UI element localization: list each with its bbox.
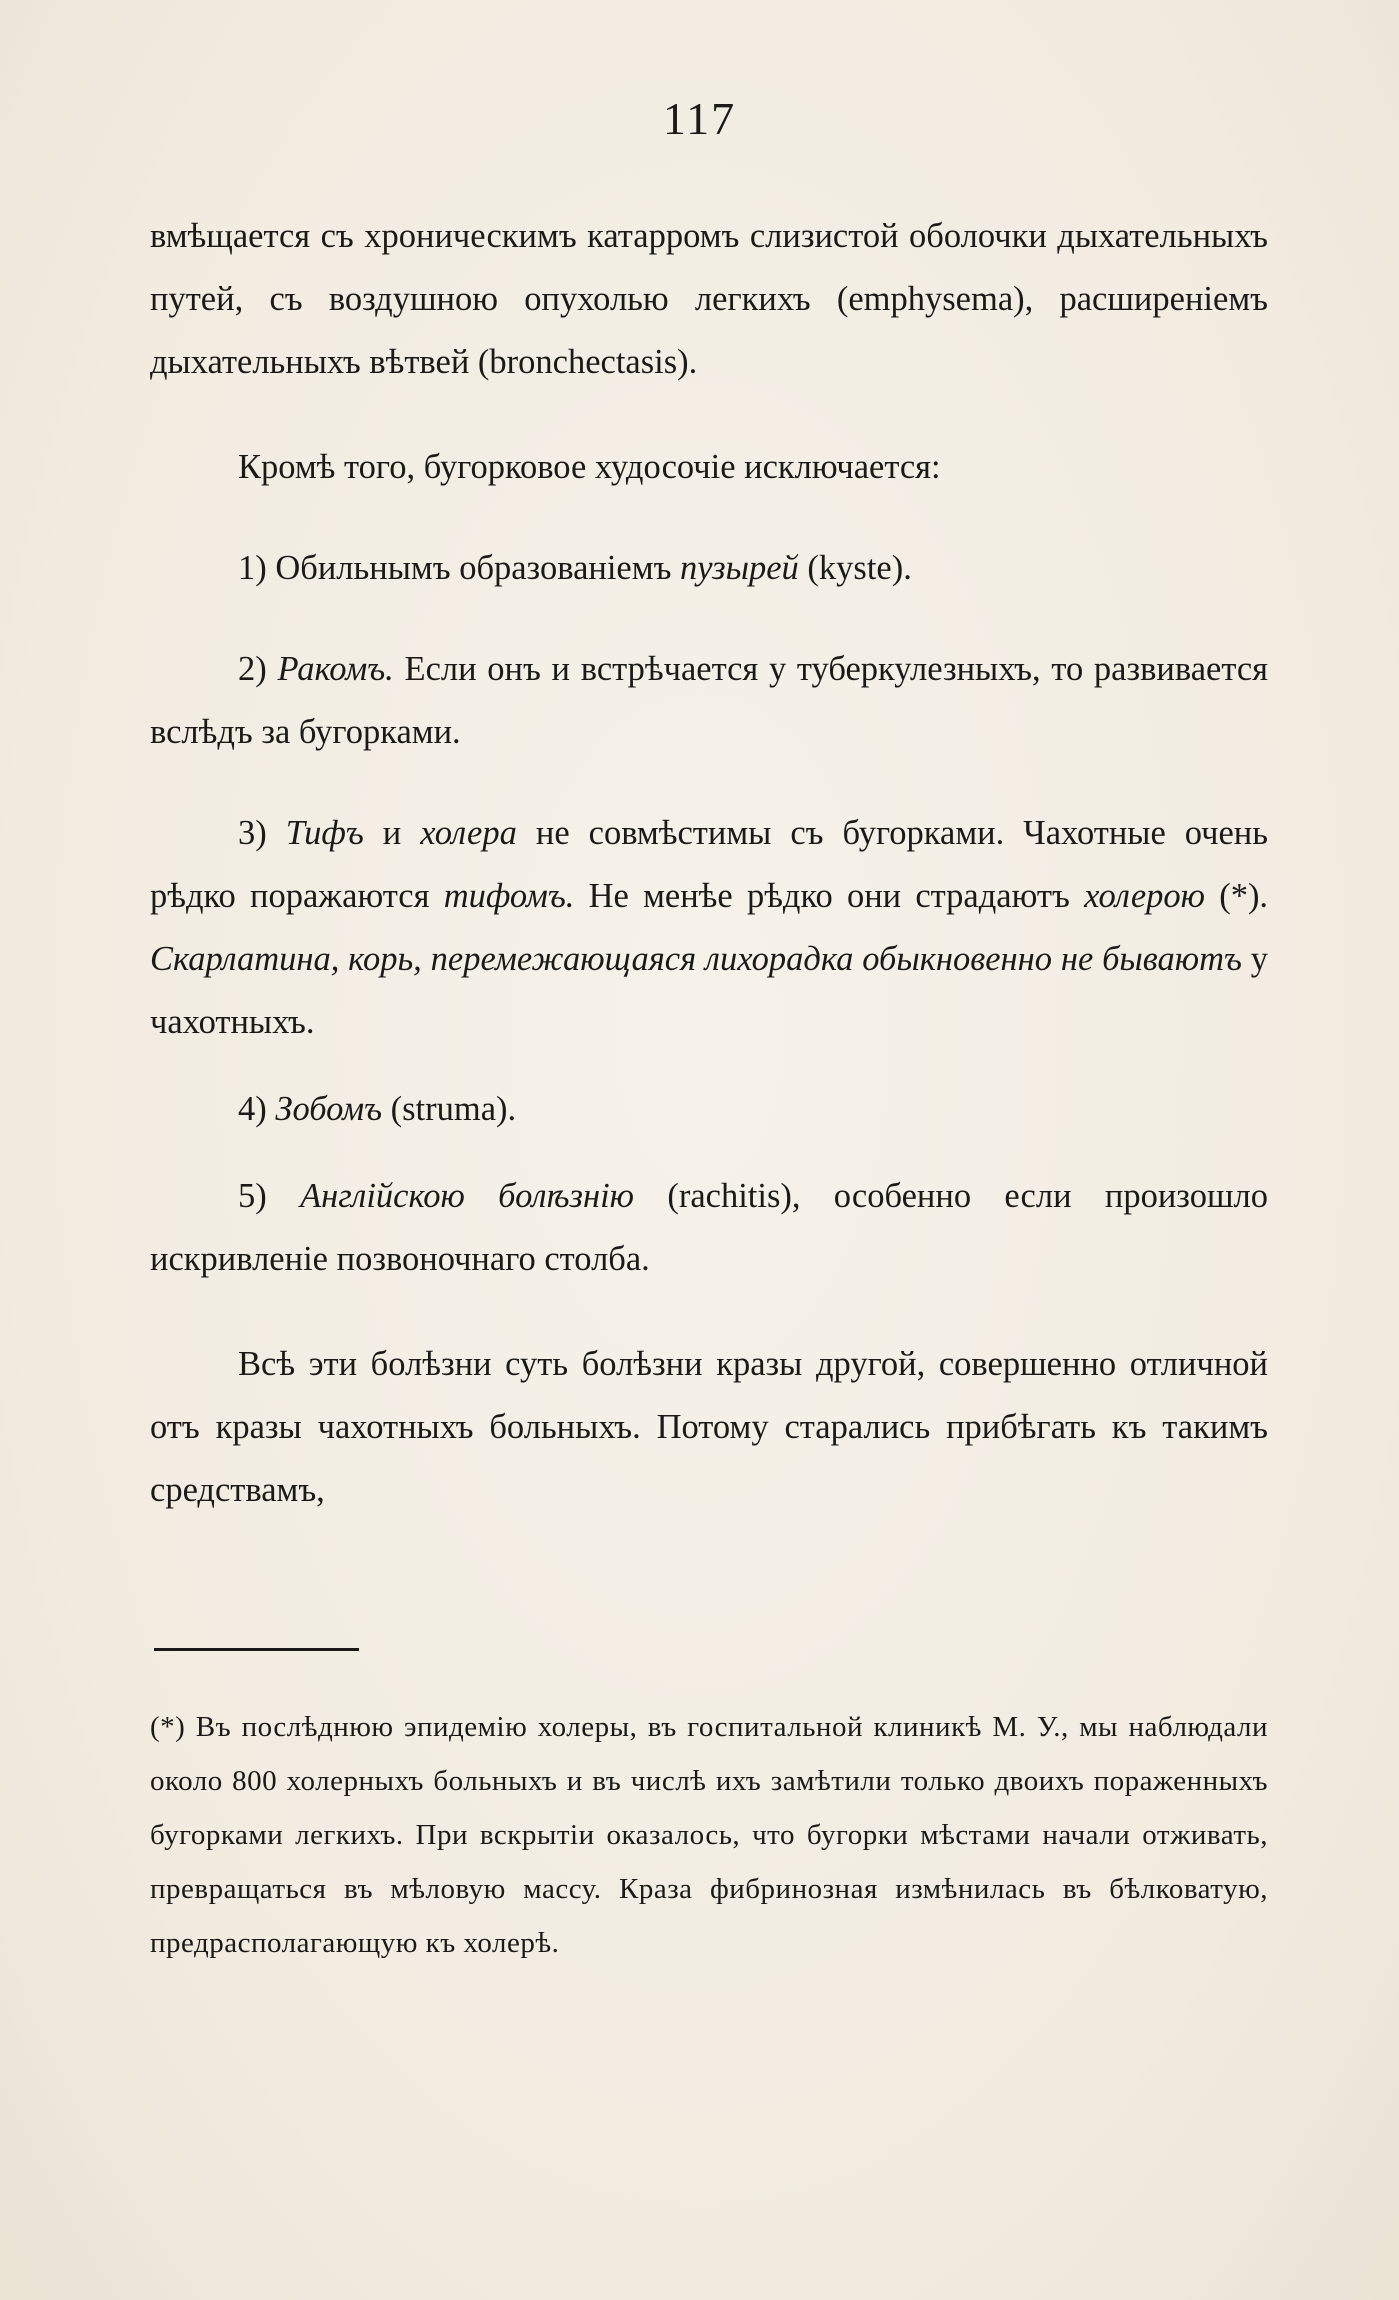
emphasis-term: Тифъ [285, 814, 364, 852]
paragraph-conclusion: Всѣ эти болѣзни суть болѣзни кразы другой, совершенно отличной отъ кразы чахотныхъ больныхъ. Потому старались прибѣгать къ такимъ средствамъ, [150, 1345, 1268, 1509]
emphasis-term: Англійскою болѣзнію [300, 1177, 635, 1215]
emphasis-term: пузырей [680, 549, 799, 587]
list-item-text: (rachitis), особенно если произошло искривленіе позвоночнаго столба. [150, 1177, 1269, 1278]
footnote-text: (*) Въ послѣднюю эпидемію холеры, въ госпитальной клиникѣ М. У., мы наблюдали около 800 холерныхъ больныхъ и въ числѣ ихъ замѣтили только двоихъ пораженныхъ бугорками легкихъ. При вскрытіи оказалось, что бугорки мѣстами начали отживать, превращаться въ мѣловую массу. Краза фибринозная измѣнилась въ бѣлковатую, предрасполагающую къ холерѣ. [150, 1711, 1268, 1959]
emphasis-term: холерою [1084, 877, 1205, 915]
list-item-number: 2) [238, 650, 267, 688]
page-number: 117 [662, 93, 737, 144]
paragraph-continuation: вмѣщается съ хроническимъ катарромъ слизистой оболочки дыхательныхъ путей, съ воздушною опухолью легкихъ (emphysema), расширеніемъ дыхательныхъ вѣтвей (bronchectasis). [150, 217, 1268, 381]
list-item-text: у чахотныхъ. [150, 940, 1269, 1041]
footnote [150, 1700, 1268, 1970]
list-item-5 [150, 1165, 1268, 1291]
list-item-number: 5) [238, 1177, 267, 1215]
list-item-number: 1) [238, 549, 267, 587]
list-item-number: 4) [238, 1090, 267, 1128]
latin-term: (kyste). [807, 549, 912, 587]
list-item-text: и [382, 814, 402, 852]
list-item-text: Если онъ и встрѣчается у туберкулезныхъ, то развивается вслѣдъ за бугорками. [150, 650, 1269, 751]
footnote-divider [154, 1648, 359, 1651]
footnote-marker: (*). [1219, 877, 1269, 915]
emphasis-term: тифомъ. [443, 877, 575, 915]
emphasis-term: Ракомъ. [277, 650, 394, 688]
list-item-text: не совмѣстимы съ бугорками. Чахотные очень рѣдко поражаются [150, 814, 1269, 915]
paragraph-exclusions-intro: Кромѣ того, бугорковое худосочіе исключается: [238, 448, 941, 486]
list-item-3 [150, 802, 1268, 1054]
emphasis-term: Зобомъ [275, 1090, 383, 1128]
list-item-number: 3) [238, 814, 267, 852]
latin-term: (struma). [390, 1090, 517, 1128]
main-text [150, 205, 1268, 1522]
list-item-4 [150, 1078, 1268, 1141]
list-item-text: Не менѣе рѣдко они страдаютъ [588, 877, 1070, 915]
emphasis-term: холера [420, 814, 517, 852]
list-item-text: Обильнымъ образованіемъ [275, 549, 672, 587]
list-item-2 [150, 638, 1268, 764]
list-item-1 [150, 537, 1268, 600]
emphasis-term: Скарлатина, корь, перемежающаяся лихорадка обыкновенно не бываютъ [150, 940, 1242, 978]
